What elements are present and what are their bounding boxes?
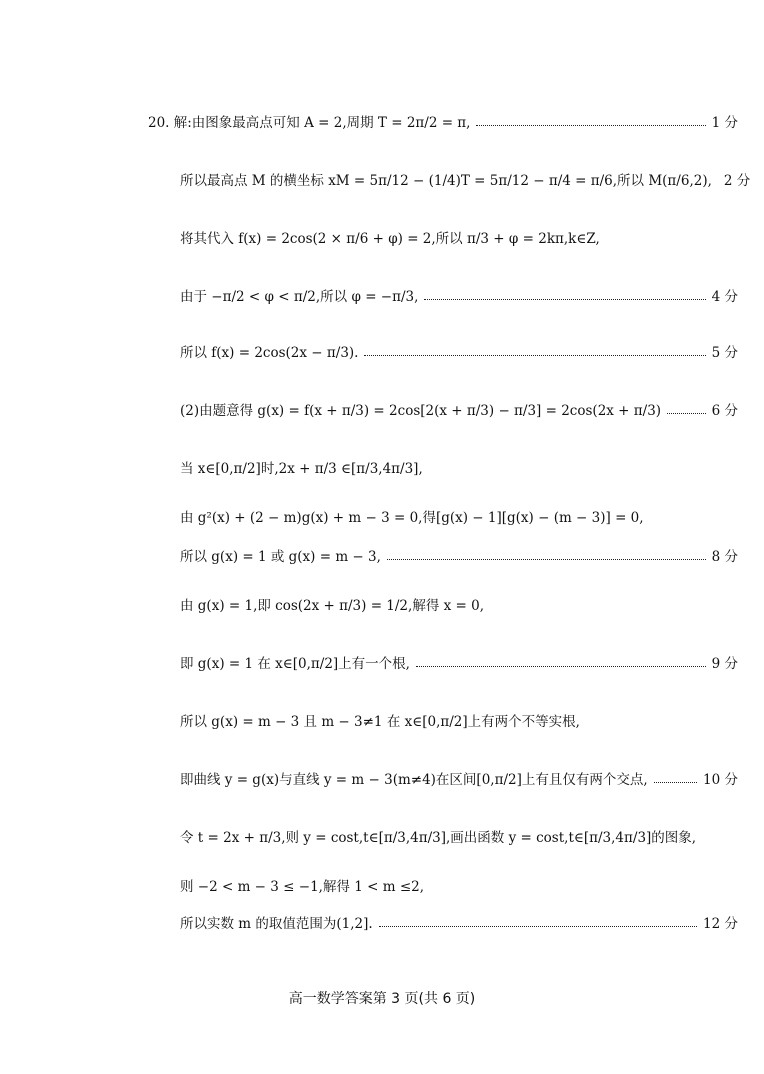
solution-line-9: 所以 g(x) = 1 或 g(x) = m − 3, 8 分 [180, 549, 738, 565]
solution-line-11: 即 g(x) = 1 在 x∈[0,π/2]上有一个根, 9 分 [180, 656, 738, 672]
solution-line-12: 所以 g(x) = m − 3 且 m − 3≠1 在 x∈[0,π/2]上有两个不等实根, [180, 714, 580, 730]
solution-line-5: 所以 f(x) = 2cos(2x − π/3). 5 分 [180, 345, 738, 361]
score-mark: 2 分 [723, 173, 751, 189]
solution-line-14: 令 t = 2x + π/3,则 y = cost,t∈[π/3,4π/3],画出函数 y = cost,t∈[π/3,4π/3]的图象, [180, 830, 697, 846]
score-mark: 8 分 [711, 549, 738, 565]
dot-leader [364, 355, 705, 356]
solution-line-6: (2)由题意得 g(x) = f(x + π/3) = 2cos[2(x + π/3) − π/3] = 2cos(2x + π/3) 6 分 [180, 403, 738, 419]
dot-leader [387, 559, 706, 560]
solution-line-16: 所以实数 m 的取值范围为(1,2]. 12 分 [180, 916, 738, 932]
dot-leader [379, 926, 697, 927]
score-mark: 4 分 [711, 289, 738, 305]
score-mark: 5 分 [711, 345, 738, 361]
score-mark: 6 分 [711, 403, 738, 419]
solution-line-15: 则 −2 < m − 3 ≤ −1,解得 1 < m ≤2, [180, 879, 425, 895]
solution-line-8: 由 g²(x) + (2 − m)g(x) + m − 3 = 0,得[g(x) − 1][g(x) − (m − 3)] = 0, [180, 510, 644, 526]
score-mark: 9 分 [711, 656, 738, 672]
solution-line-13: 即曲线 y = g(x)与直线 y = m − 3(m≠4)在区间[0,π/2]上有且仅有两个交点, 10 分 [180, 772, 738, 788]
score-mark: 10 分 [703, 772, 738, 788]
dot-leader [667, 413, 706, 414]
solution-line-10: 由 g(x) = 1,即 cos(2x + π/3) = 1/2,解得 x = 0, [180, 598, 484, 614]
solution-line-2: 所以最高点 M 的横坐标 xM = 5π/12 − (1/4)T = 5π/12 − π/4 = π/6,所以 M(π/6,2), 2 分 [180, 173, 751, 189]
solution-line-4: 由于 −π/2 < φ < π/2,所以 φ = −π/3, 4 分 [180, 289, 738, 305]
score-mark: 12 分 [703, 916, 738, 932]
dot-leader [416, 666, 706, 667]
score-mark: 1 分 [711, 115, 738, 131]
solution-line-1: 20. 解:由图象最高点可知 A = 2,周期 T = 2π/2 = π, 1 分 [148, 115, 738, 131]
page-footer: 高一数学答案第 3 页(共 6 页) [288, 991, 476, 1007]
dot-leader [476, 125, 705, 126]
solution-line-7: 当 x∈[0,π/2]时,2x + π/3 ∈[π/3,4π/3], [180, 461, 423, 477]
solution-line-3: 将其代入 f(x) = 2cos(2 × π/6 + φ) = 2,所以 π/3 + φ = 2kπ,k∈Z, [180, 231, 600, 247]
dot-leader [654, 782, 697, 783]
dot-leader [424, 299, 705, 300]
